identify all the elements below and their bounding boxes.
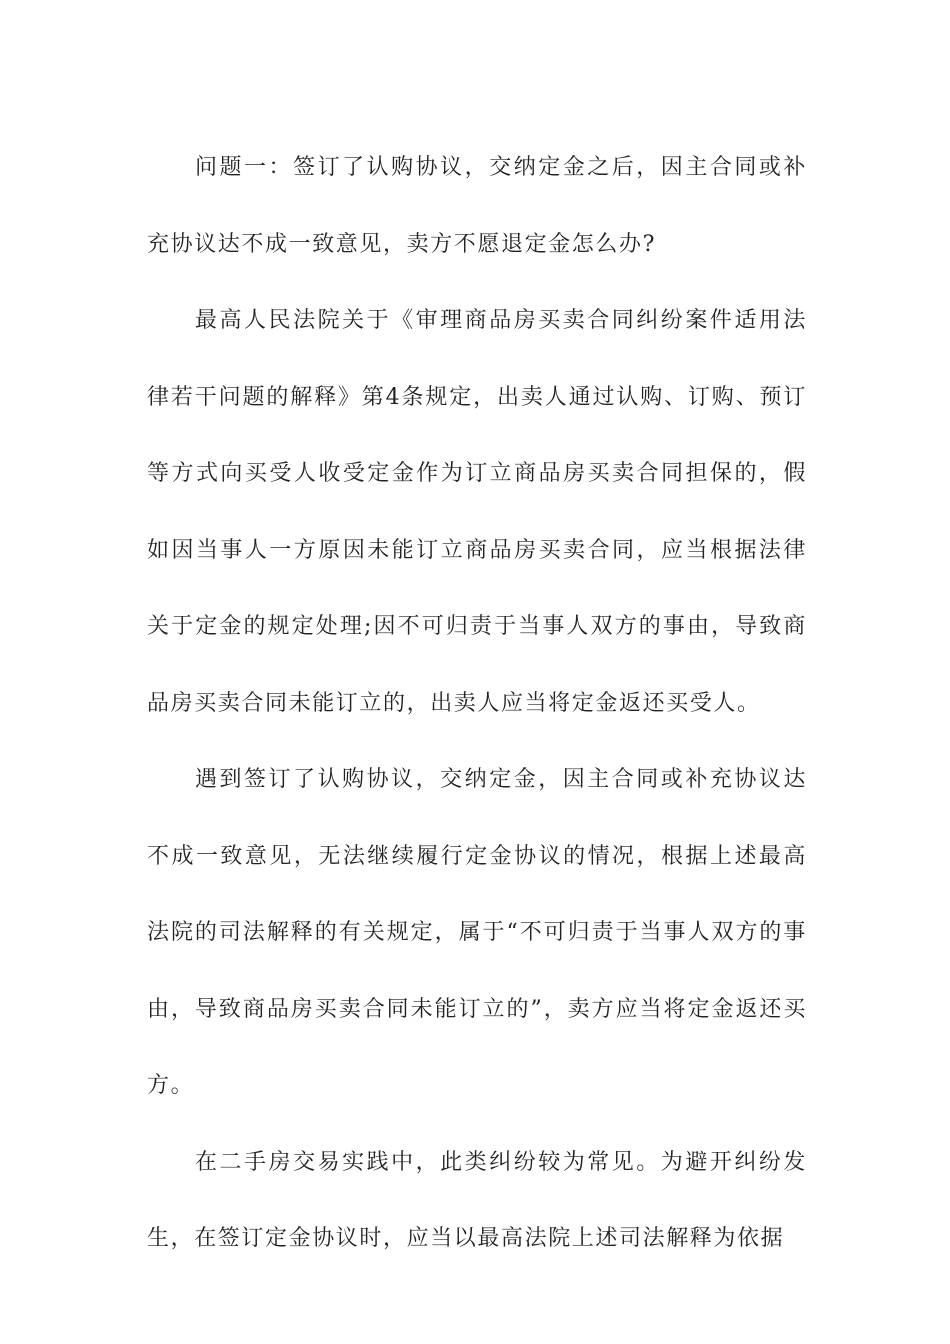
paragraph-practice-advice: 在二手房交易实践中，此类纠纷较为常见。为避开纠纷发生，在签订定金协议时，应当以最高法院上述司法解释为依据 bbox=[147, 1149, 807, 1251]
paragraph-application: 遇到签订了认购协议，交纳定金，因主合同或补充协议达不成一致意见，无法继续履行定金协议的情况，根据上述最高法院的司法解释的有关规定，属于“不可归责于当事人双方的事由，导致商品房买卖合同未能订立的”，卖方应当将定金返还买方。 bbox=[147, 767, 807, 1098]
paragraph-question-one: 问题一：签订了认购协议，交纳定金之后，因主合同或补充协议达不成一致意见，卖方不愿退定金怎么办? bbox=[147, 155, 807, 257]
paragraph-supreme-court-rule: 最高人民法院关于《审理商品房买卖合同纠纷案件适用法律若干问题的解释》第4条规定，出卖人通过认购、订购、预订等方式向买受人收受定金作为订立商品房买卖合同担保的，假如因当事人一方原因未能订立商品房买卖合同，应当根据法律关于定金的规定处理;因不可归责于当事人双方的事由，导致商品房买卖合同未能订立的，出卖人应当将定金返还买受人。 bbox=[147, 308, 807, 716]
document-body bbox=[147, 130, 807, 1278]
